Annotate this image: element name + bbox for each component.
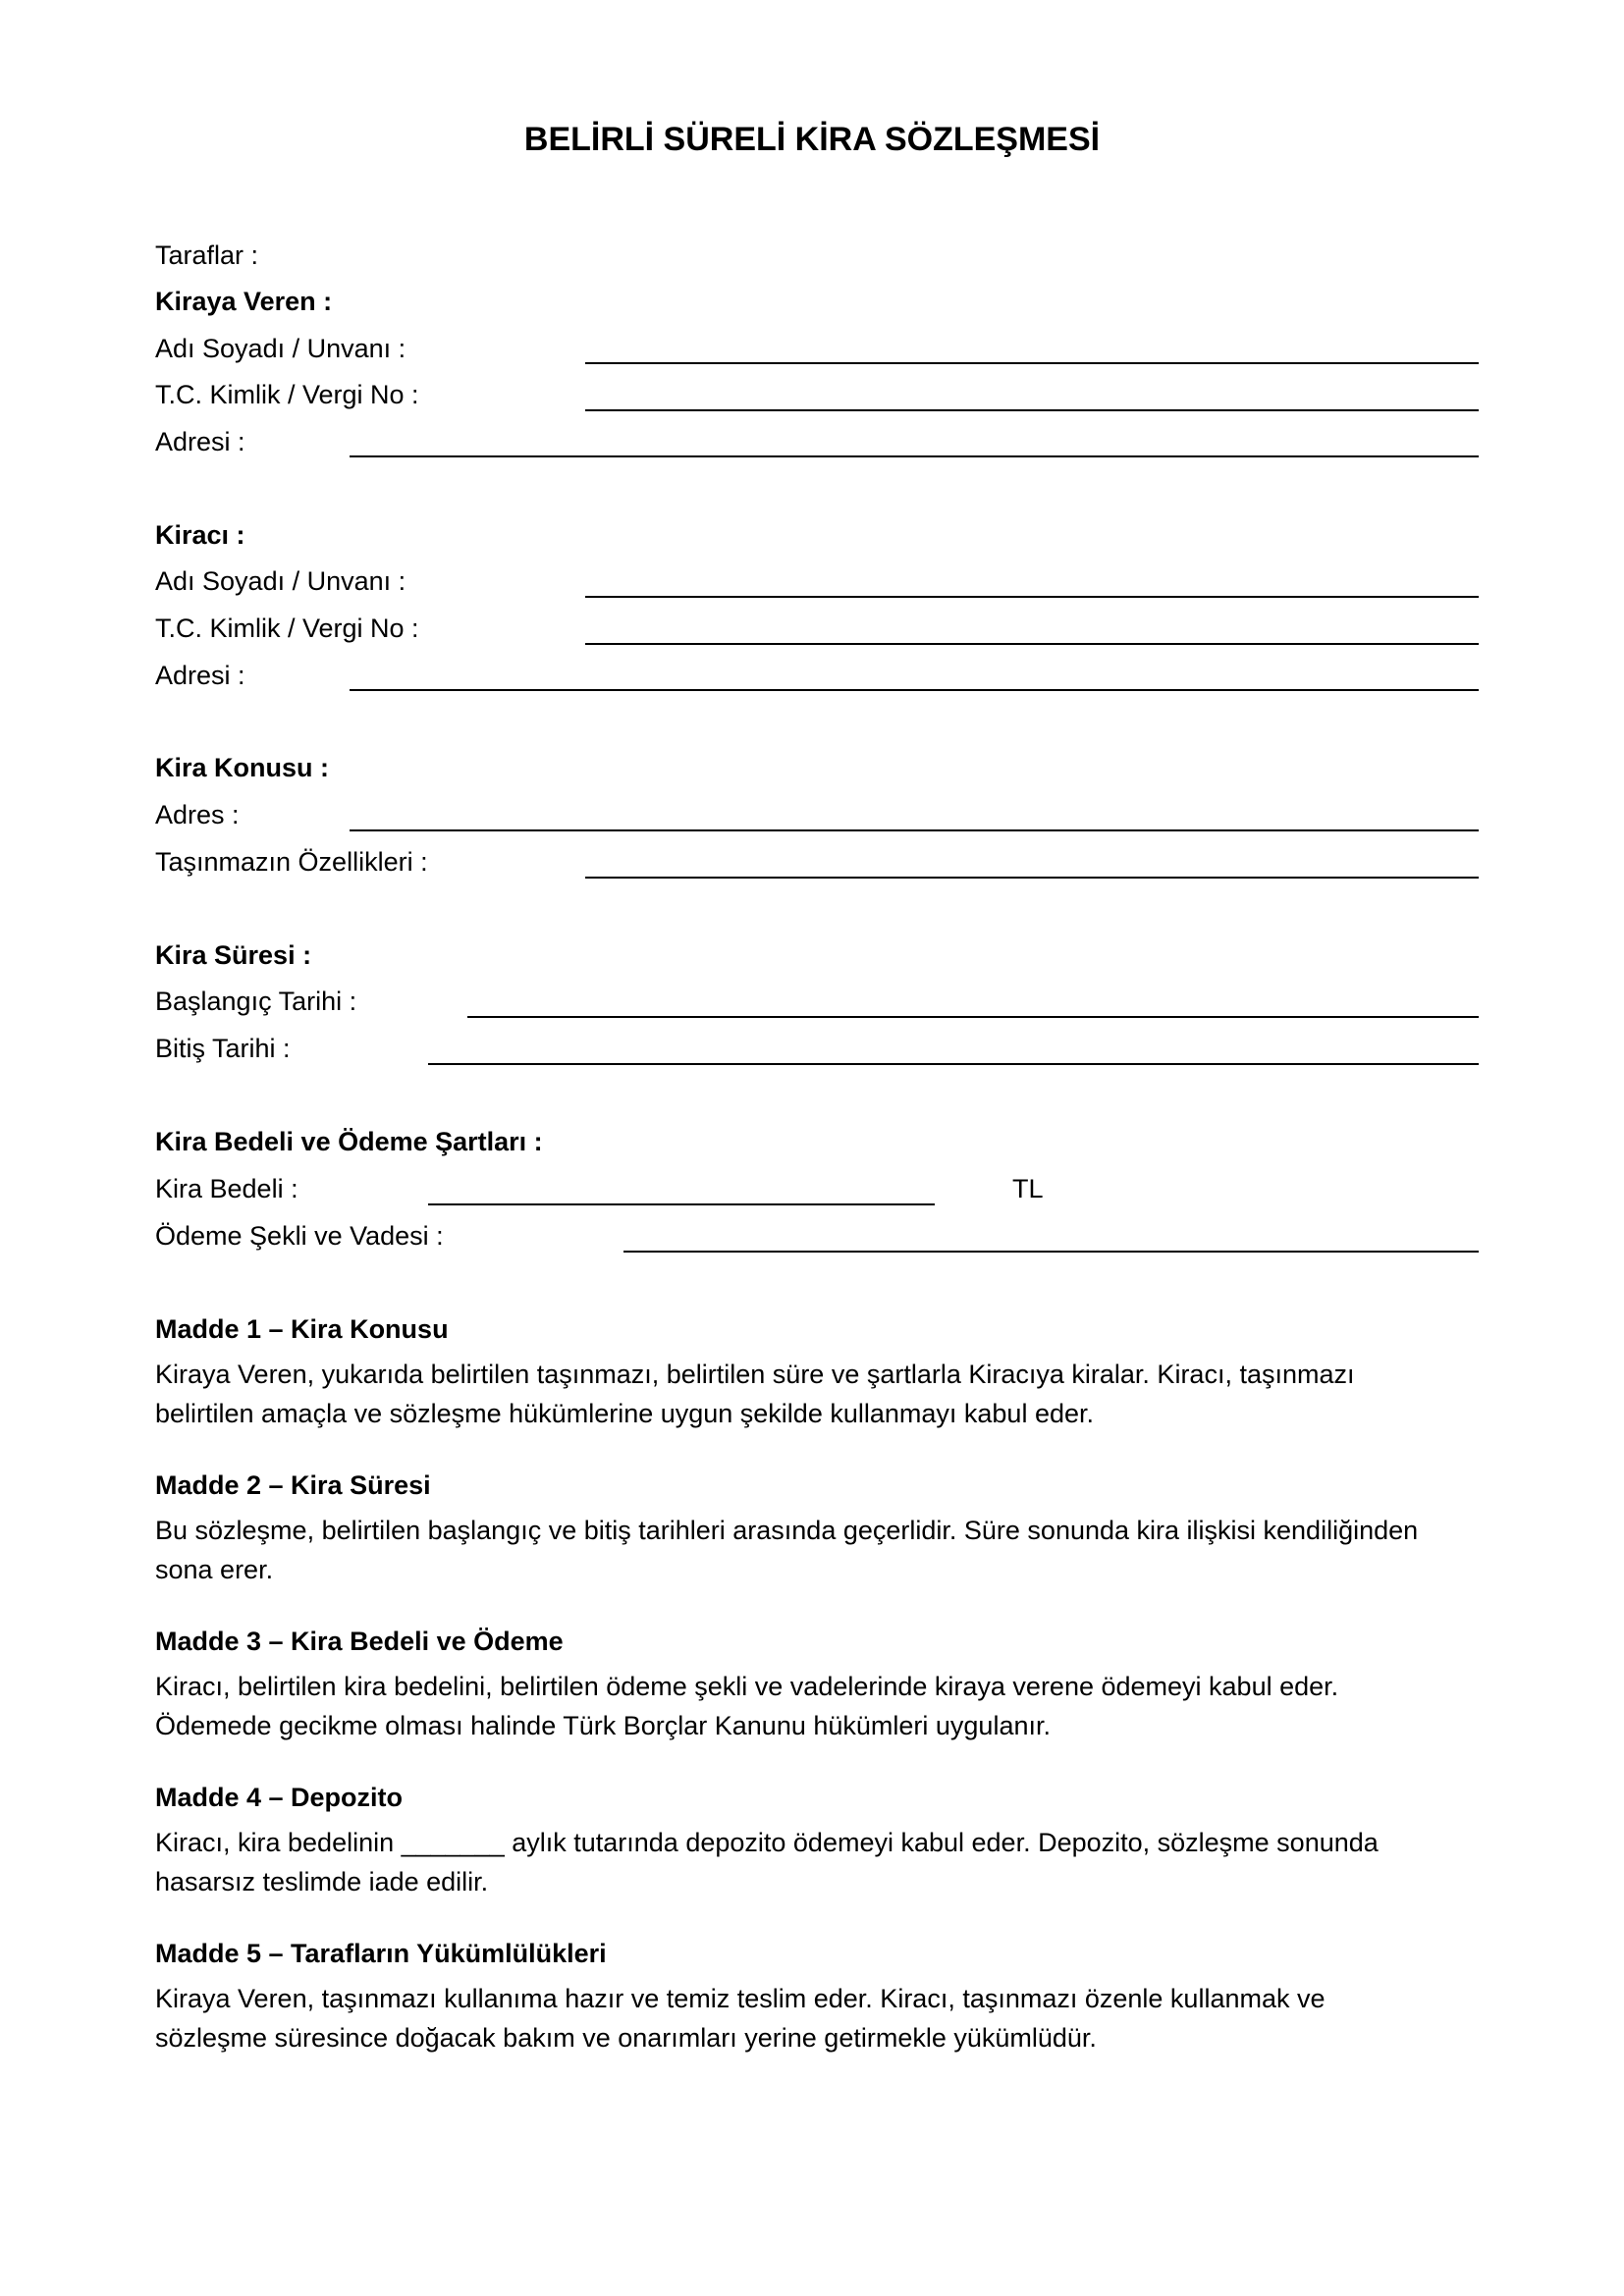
tenant-heading: Kiracı : [155, 520, 245, 550]
landlord-address-label: Adresi : [155, 427, 245, 456]
article-1-line-1: Kiraya Veren, yukarıda belirtilen taşınmazı, belirtilen süre ve şartlarla Kiracıya kiralar. Kiracı, taşınmazı [155, 1360, 1355, 1389]
tenant-name-label: Adı Soyadı / Unvanı : [155, 566, 406, 596]
tenant-id-label: T.C. Kimlik / Vergi No : [155, 614, 419, 643]
payment-amount-field[interactable] [428, 1203, 935, 1205]
term-heading: Kira Süresi : [155, 940, 312, 970]
landlord-address-field[interactable] [350, 455, 1479, 457]
article-5-line-2: sözleşme süresince doğacak bakım ve onarımları yerine getirmekle yükümlüdür. [155, 2023, 1097, 2053]
article-2-line-2: sona erer. [155, 1555, 274, 1584]
payment-heading: Kira Bedeli ve Ödeme Şartları : [155, 1127, 543, 1156]
article-3-title: Madde 3 – Kira Bedeli ve Ödeme [155, 1627, 564, 1656]
landlord-id-label: T.C. Kimlik / Vergi No : [155, 380, 419, 409]
article-5-title: Madde 5 – Tarafların Yükümlülükleri [155, 1939, 607, 1968]
tenant-id-field[interactable] [585, 643, 1479, 645]
term-start-label: Başlangıç Tarihi : [155, 987, 357, 1016]
term-end-field[interactable] [428, 1063, 1479, 1065]
parties-label: Taraflar : [155, 240, 259, 270]
payment-terms-label: Ödeme Şekli ve Vadesi : [155, 1221, 444, 1251]
article-4-line-2: hasarsız teslimde iade edilir. [155, 1867, 489, 1896]
subject-address-label: Adres : [155, 800, 240, 829]
document-title: BELİRLİ SÜRELİ KİRA SÖZLEŞMESİ [523, 121, 1101, 158]
tenant-address-field[interactable] [350, 689, 1479, 691]
payment-terms-field[interactable] [623, 1251, 1479, 1253]
landlord-id-field[interactable] [585, 409, 1479, 411]
subject-features-label: Taşınmazın Özellikleri : [155, 847, 428, 877]
landlord-heading: Kiraya Veren : [155, 287, 333, 316]
currency-label: TL [1012, 1174, 1044, 1203]
article-1-line-2: belirtilen amaçla ve sözleşme hükümlerine uygun şekilde kullanmayı kabul eder. [155, 1399, 1094, 1428]
term-start-field[interactable] [467, 1016, 1479, 1018]
subject-address-field[interactable] [350, 829, 1479, 831]
term-end-label: Bitiş Tarihi : [155, 1034, 291, 1063]
article-5-line-1: Kiraya Veren, taşınmazı kullanıma hazır ve temiz teslim eder. Kiracı, taşınmazı özenle kullanmak ve [155, 1984, 1326, 2013]
article-1-title: Madde 1 – Kira Konusu [155, 1314, 449, 1344]
tenant-name-field[interactable] [585, 596, 1479, 598]
tenant-address-label: Adresi : [155, 661, 245, 690]
landlord-name-label: Adı Soyadı / Unvanı : [155, 334, 406, 363]
payment-amount-label: Kira Bedeli : [155, 1174, 298, 1203]
subject-features-field[interactable] [585, 877, 1479, 879]
article-2-line-1: Bu sözleşme, belirtilen başlangıç ve bitiş tarihleri arasında geçerlidir. Süre sonunda kira ilişkisi kendiliğinden [155, 1516, 1419, 1545]
article-2-title: Madde 2 – Kira Süresi [155, 1470, 431, 1500]
subject-heading: Kira Konusu : [155, 753, 330, 782]
article-3-line-1: Kiracı, belirtilen kira bedelini, belirtilen ödeme şekli ve vadelerinde kiraya verene ödemeyi kabul eder. [155, 1672, 1339, 1701]
landlord-name-field[interactable] [585, 362, 1479, 364]
article-4-line-1: Kiracı, kira bedelinin _______ aylık tutarında depozito ödemeyi kabul eder. Depozito, sözleşme sonunda [155, 1828, 1379, 1857]
article-3-line-2: Ödemede gecikme olması halinde Türk Borçlar Kanunu hükümleri uygulanır. [155, 1711, 1051, 1740]
article-4-title: Madde 4 – Depozito [155, 1783, 404, 1812]
